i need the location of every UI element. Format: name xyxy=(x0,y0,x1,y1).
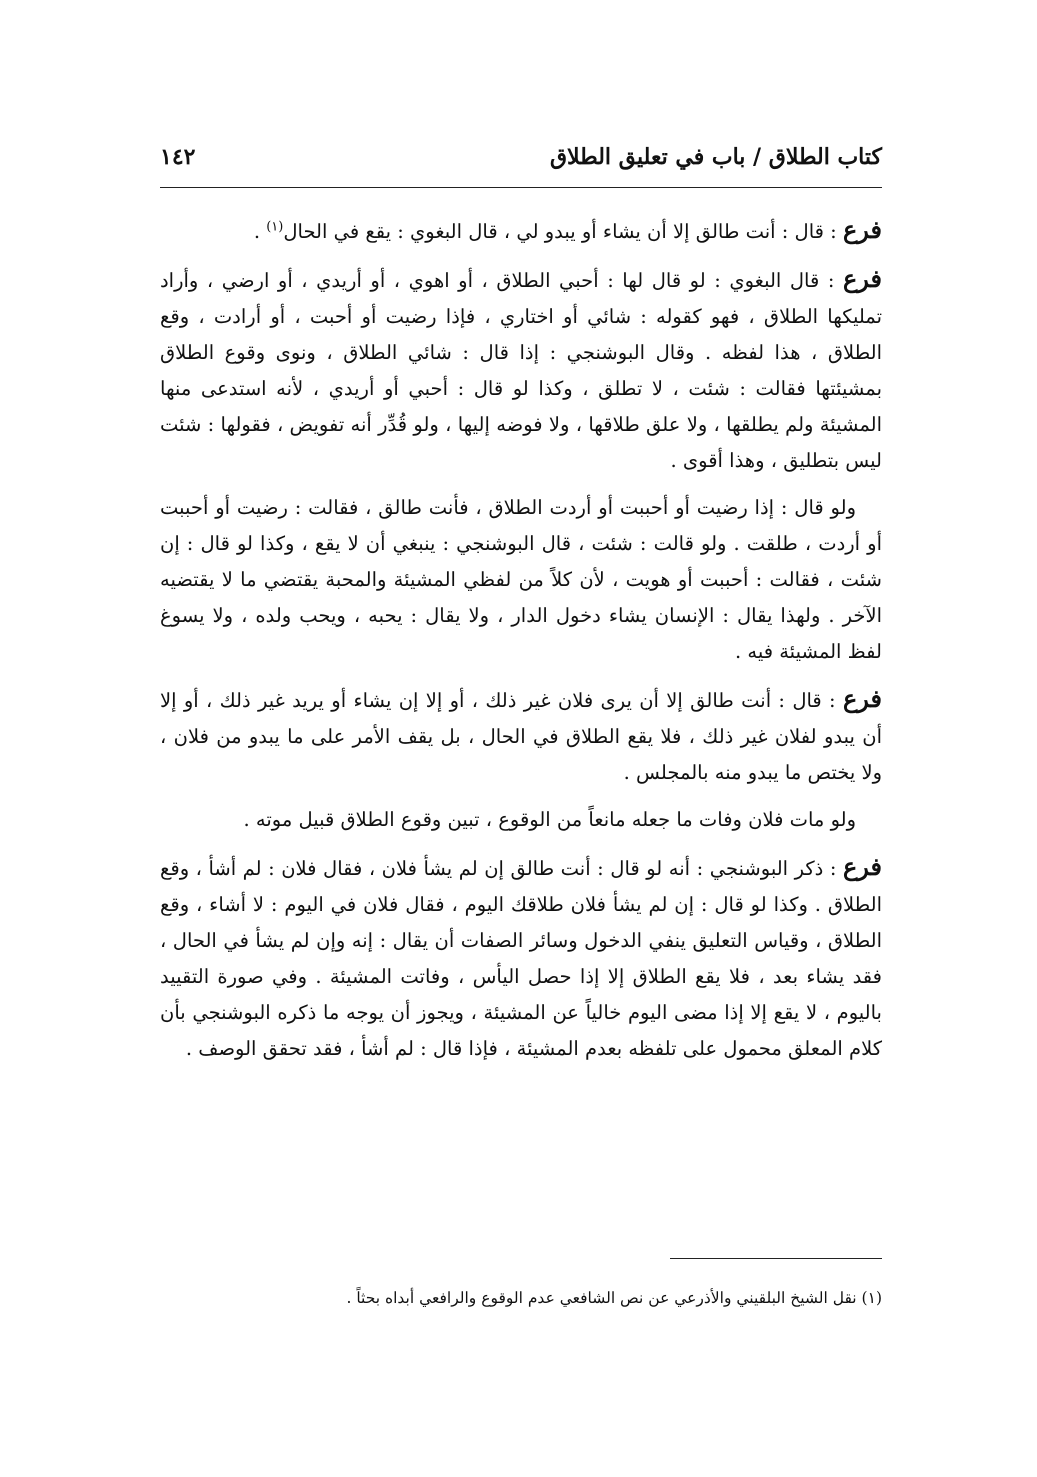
footnote xyxy=(160,1284,882,1312)
paragraph-text: ولو قال : إذا رضيت أو أحببت أو أردت الطلاق ، فأنت طالق ، فقالت : رضيت أو أحببت أو أردت ، طلقت . ولو قالت : شئت ، قال البوشنجي : ينبغي أن لا يقع ، وكذا لو قال : إن شئت ، فقالت : أحببت أو هويت ، لأن كلاً من لفظي المشيئة والمحبة يقتضي ما لا يقتضيه الآخر . ولهذا يقال : الإنسان يشاء دخول الدار ، ولا يقال : يحبه ، ويحب ولده ، ولا يسوغ لفظ المشيئة فيه . xyxy=(160,496,882,663)
paragraph-5 xyxy=(160,802,882,838)
paragraph-text: : قال : أنت طالق إلا أن يشاء أو يبدو لي ، قال البغوي : يقع في الحال xyxy=(283,220,843,243)
footnote-marker: (١) xyxy=(861,1289,882,1307)
page-number: ١٤٢ xyxy=(160,144,196,170)
running-header xyxy=(160,144,882,184)
paragraph-1 xyxy=(160,212,882,250)
keyword-far: فرع xyxy=(842,684,882,713)
paragraph-3 xyxy=(160,490,882,670)
keyword-far: فرع xyxy=(842,852,882,881)
footnote-text: نقل الشيخ البلقيني والأذرعي عن نص الشافعي عدم الوقوع والرافعي أبداه بحثاً . xyxy=(346,1289,862,1307)
paragraph-2 xyxy=(160,261,882,479)
paragraph-4 xyxy=(160,681,882,791)
footnote-divider xyxy=(670,1258,882,1259)
footnote-ref: (١) xyxy=(266,219,284,235)
header-divider xyxy=(160,187,882,188)
paragraph-text: : قال : أنت طالق إلا أن يرى فلان غير ذلك ، أو إلا إن يشاء أو يريد غير ذلك ، أو إلا أن يبدو لفلان غير ذلك ، فلا يقع الطلاق في الحال ، بل يقف الأمر على ما يبدو من فلان ، ولا يختص ما يبدو منه بالمجلس . xyxy=(160,689,882,784)
chapter-title: كتاب الطلاق / باب في تعليق الطلاق xyxy=(549,144,882,170)
paragraph-6 xyxy=(160,849,882,1067)
main-text xyxy=(160,212,882,1078)
keyword-far: فرع xyxy=(842,215,882,244)
paragraph-text: : ذكر البوشنجي : أنه لو قال : أنت طالق إن لم يشأ فلان ، فقال فلان : لم أشأ ، وقع الطلاق . وكذا لو قال : إن لم يشأ فلان طلاقك اليوم ، فقال فلان في اليوم : لا أشاء ، وقع الطلاق ، وقياس التعليق ينفي الدخول وسائر الصفات أن يقال : إنه وإن لم يشأ في الحال ، فقد يشاء بعد ، فلا يقع الطلاق إلا إذا حصل اليأس ، وفاتت المشيئة . وفي صورة التقييد باليوم ، لا يقع إلا إذا مضى اليوم خالياً عن المشيئة ، ويجوز أن يوجه ما ذكره البوشنجي بأن كلام المعلق محمول على تلفظه بعدم المشيئة ، فإذا قال : لم أشأ ، فقد تحقق الوصف . xyxy=(160,857,882,1060)
paragraph-text: : قال البغوي : لو قال لها : أحبي الطلاق ، أو اهوي ، أو أريدي ، أو ارضي ، وأراد تمليكها الطلاق ، فهو كقوله : شائي أو اختاري ، فإذا رضيت أو أحبت ، أو أرادت ، وقع الطلاق ، هذا لفظه . وقال البوشنجي : إذا قال : شائي الطلاق ، ونوى وقوع الطلاق بمشيئتها فقالت : شئت ، لا تطلق ، وكذا لو قال : أحبي أو أريدي ، لأنه استدعى منها المشيئة ولم يطلقها ، ولا علق طلاقها ، ولا فوضه إليها ، ولو قُدِّر أنه تفويض ، فقولها : شئت ليس بتطليق ، وهذا أقوى . xyxy=(160,269,882,472)
keyword-far: فرع xyxy=(842,264,882,293)
paragraph-text: ولو مات فلان وفات ما جعله مانعاً من الوقوع ، تبين وقوع الطلاق قبيل موته . xyxy=(243,808,856,831)
paragraph-tail: . xyxy=(253,220,267,243)
